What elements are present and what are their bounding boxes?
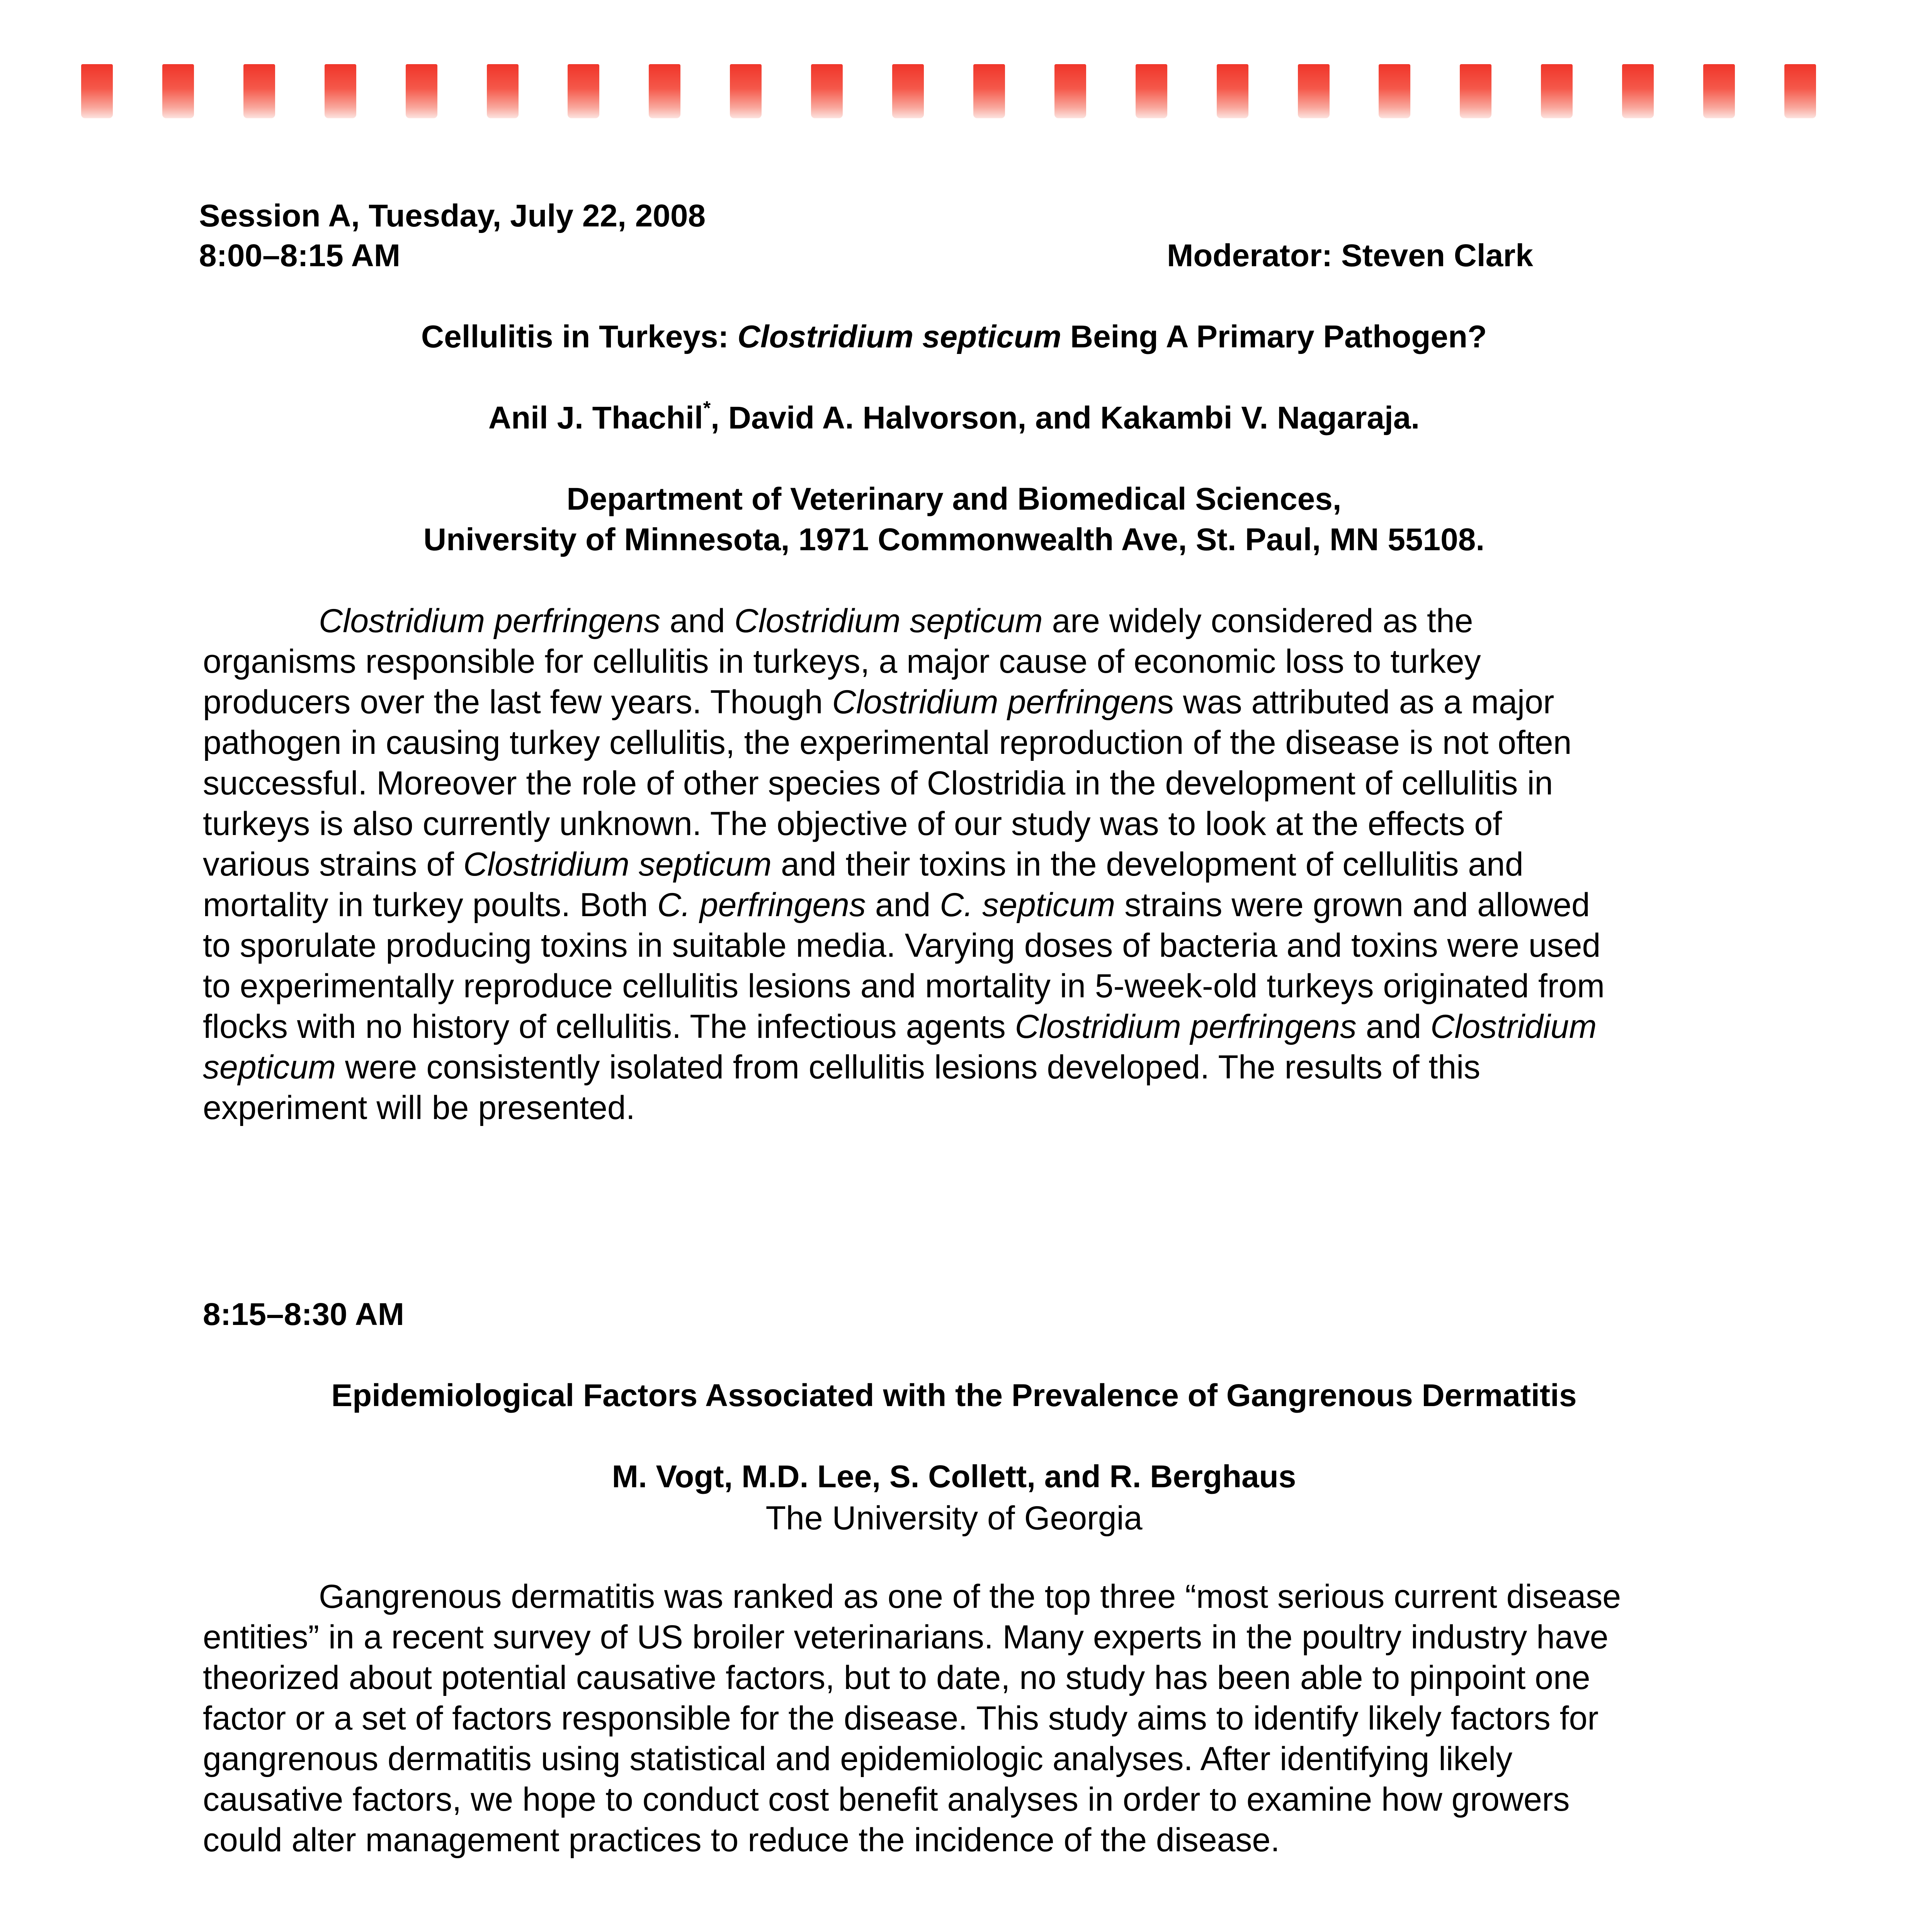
decorative-dash [1703,64,1735,118]
decorative-dash [730,64,762,118]
talk1-title-suffix: Being A Primary Pathogen? [1061,319,1487,354]
decorative-dash [1298,64,1330,118]
decorative-dash [162,64,194,118]
abstract-line [203,641,1710,682]
text-run: could alter management practices to reduce the incidence of the disease. [203,1821,1280,1859]
talk1-abstract [203,601,1710,1128]
italic-term: C. septicum [940,886,1116,923]
text-run: were consistently isolated from cellulitis lesions developed. The results of this [336,1049,1481,1086]
abstract-line [203,1698,1710,1739]
abstract-line [203,1007,1710,1047]
abstract-line [203,1658,1710,1698]
abstract-line [203,925,1710,966]
abstract-line [203,601,1710,641]
abstract-line [203,1779,1710,1820]
decorative-dash [811,64,843,118]
italic-term: Clostridium perfringens [319,602,661,639]
talk2-authors: M. Vogt, M.D. Lee, S. Collett, and R. Berghaus [612,1459,1296,1494]
text-run: causative factors, we hope to conduct cost benefit analyses in order to examine how growers [203,1781,1570,1818]
talk1-title-prefix: Cellulitis in Turkeys: [421,319,738,354]
decorative-dash [973,64,1005,118]
decorative-dash [892,64,924,118]
decorative-dash [243,64,275,118]
moderator: Moderator: Steven Clark [1167,238,1533,273]
decorative-dash [325,64,356,118]
italic-term: Clostridium perfringen [832,684,1157,721]
text-run: and [866,886,940,923]
text-run: theorized about potential causative factors, but to date, no study has been able to pinpoint one [203,1659,1590,1696]
decorative-dash [487,64,519,118]
text-run: and [1356,1008,1431,1045]
text-run: turkeys is also currently unknown. The objective of our study was to look at the effects of [203,805,1502,842]
decorative-dash [1460,64,1491,118]
text-run: producers over the last few years. Though [203,684,832,721]
talk1-title-italic: Clostridium septicum [737,319,1061,354]
abstract-line [203,1047,1710,1088]
talk1-affiliation-line-2: University of Minnesota, 1971 Commonwealth Ave, St. Paul, MN 55108. [423,522,1485,557]
corresponding-author-mark: * [703,397,711,419]
italic-term: Clostridium septicum [463,846,772,883]
text-run: and [660,602,735,639]
text-run: and their toxins in the development of cellulitis and [772,846,1524,883]
text-run: to sporulate producing toxins in suitable media. Varying doses of bacteria and toxins were used [203,927,1601,964]
abstract-line [203,723,1710,763]
talk2-title: Epidemiological Factors Associated with the Prevalence of Gangrenous Dermatitis [331,1378,1577,1413]
text-run: to experimentally reproduce cellulitis lesions and mortality in 5-week-old turkeys originated from [203,968,1605,1005]
decorative-dash [81,64,113,118]
talk2-affiliation: The University of Georgia [765,1500,1143,1537]
decorative-dash [649,64,680,118]
italic-term: C. perfringens [657,886,866,923]
talk1-time: 8:00–8:15 AM [199,238,401,273]
text-run: flocks with no history of cellulitis. The infectious agents [203,1008,1015,1045]
talk2-abstract [203,1577,1710,1861]
decorative-dash [1054,64,1086,118]
talk1-affiliation-line-1: Department of Veterinary and Biomedical Sciences, [566,481,1342,517]
italic-term: Clostridium perfringens [1015,1008,1357,1045]
decorative-dash [1622,64,1654,118]
decorative-dash-strip [81,64,1816,118]
italic-term: Clostridium septicum [734,602,1043,639]
decorative-dash [1136,64,1167,118]
italic-term: septicum [203,1049,336,1086]
decorative-dash [568,64,599,118]
talk1-title [0,319,1908,355]
text-run: strains were grown and allowed [1115,886,1590,923]
abstract-line [203,844,1710,885]
decorative-dash [1379,64,1410,118]
decorative-dash [1784,64,1816,118]
text-run: s was attributed as a major [1157,684,1554,721]
text-run: organisms responsible for cellulitis in turkeys, a major cause of economic loss to turkey [203,643,1481,680]
italic-term: Clostridium [1430,1008,1597,1045]
abstract-line [203,1739,1710,1779]
text-run: various strains of [203,846,463,883]
abstract-line [203,1820,1710,1861]
text-run: successful. Moreover the role of other species of Clostridia in the development of cellulitis in [203,765,1553,802]
abstract-line [203,966,1710,1007]
text-run: gangrenous dermatitis using statistical and epidemiologic analyses. After identifying likely [203,1740,1513,1777]
text-run: are widely considered as the [1042,602,1473,639]
talk1-authors-rest: , David A. Halvorson, and Kakambi V. Nagaraja. [711,400,1420,435]
abstract-line [203,885,1710,925]
abstract-line [203,804,1710,844]
abstract-line [203,682,1710,723]
session-heading: Session A, Tuesday, July 22, 2008 [199,198,706,233]
abstract-line [203,763,1710,804]
abstract-line [203,1617,1710,1658]
abstract-line [203,1088,1710,1128]
text-run: experiment will be presented. [203,1089,635,1126]
text-run: entities” in a recent survey of US broiler veterinarians. Many experts in the poultry industry have [203,1619,1609,1656]
text-run: Gangrenous dermatitis was ranked as one of the top three “most serious current disease [319,1578,1621,1615]
talk1-authors [0,397,1908,436]
talk1-author-first: Anil J. Thachil [488,400,703,435]
text-run: pathogen in causing turkey cellulitis, the experimental reproduction of the disease is not often [203,724,1572,761]
text-run: mortality in turkey poults. Both [203,886,657,923]
abstract-line [203,1577,1710,1617]
decorative-dash [406,64,437,118]
text-run: factor or a set of factors responsible for the disease. This study aims to identify likely factors for [203,1700,1599,1737]
decorative-dash [1217,64,1248,118]
talk2-time: 8:15–8:30 AM [203,1297,405,1332]
decorative-dash [1541,64,1573,118]
